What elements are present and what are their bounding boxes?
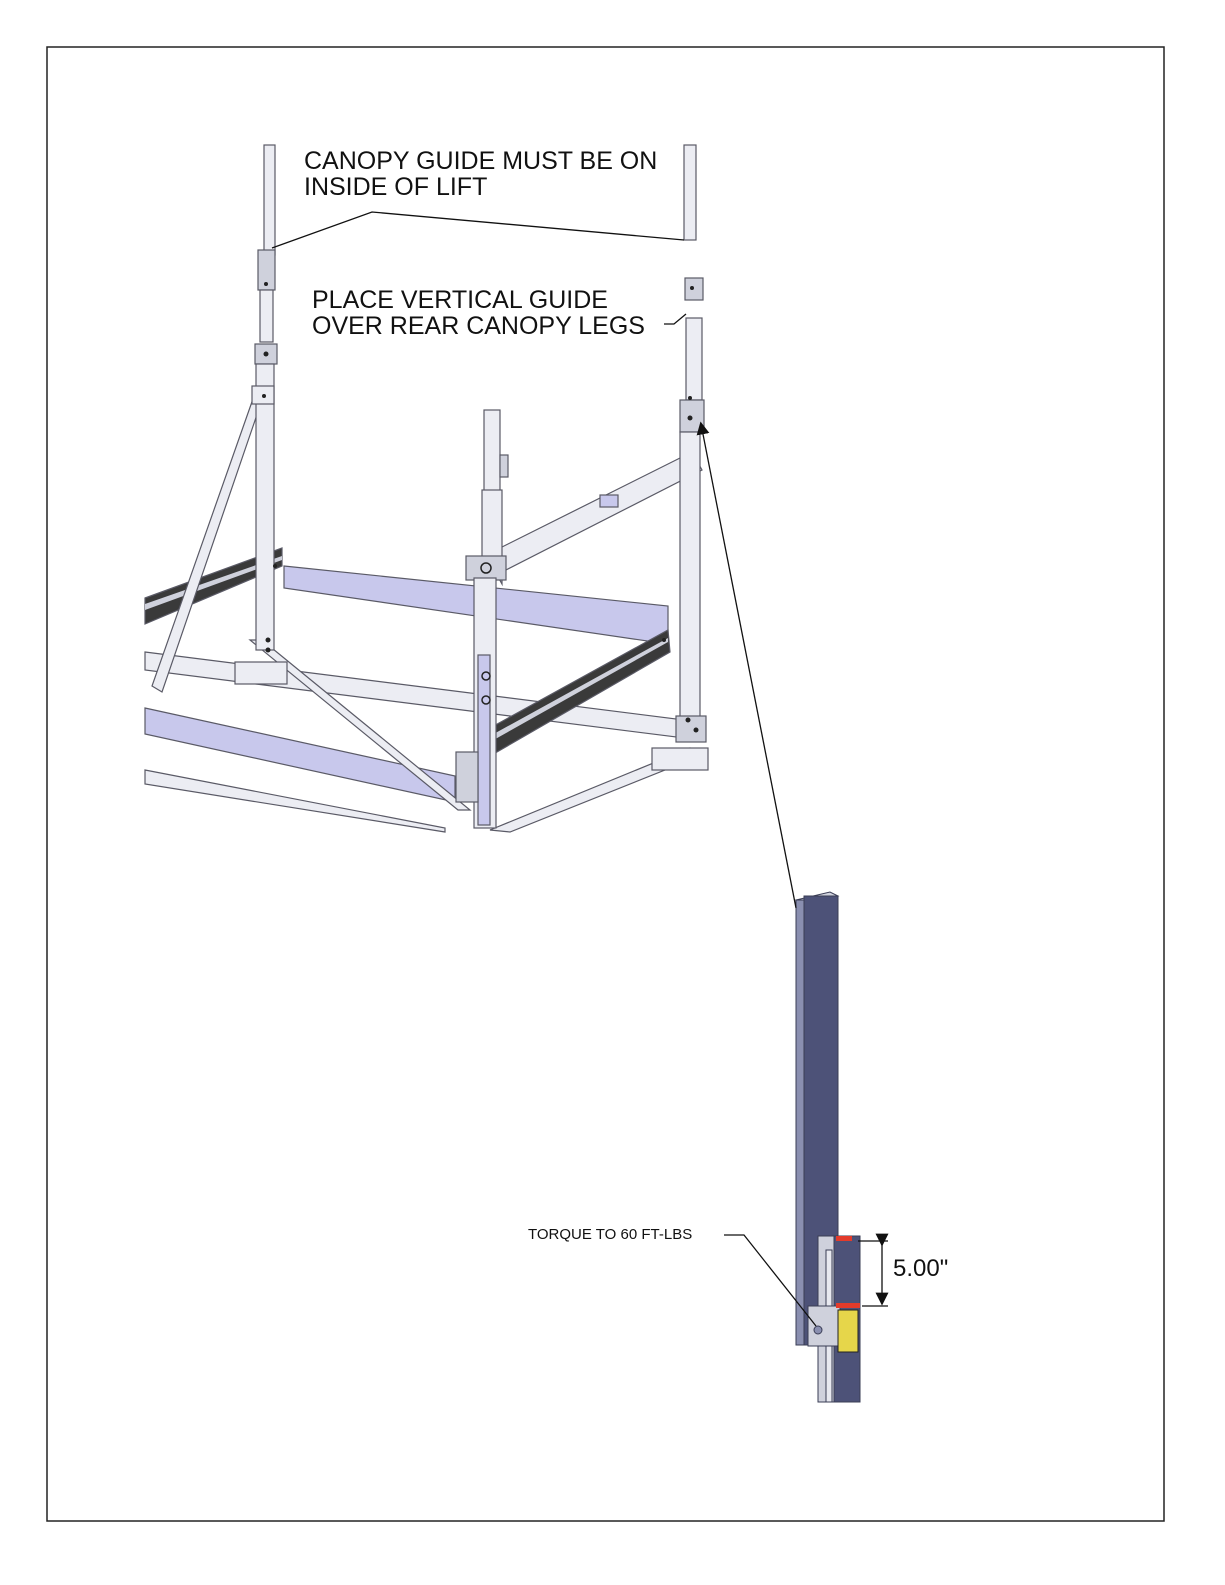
clamp-block xyxy=(808,1306,840,1346)
right-canopy-leg-top xyxy=(684,145,696,240)
center-post-slot xyxy=(478,655,490,825)
lift-frame-illustration xyxy=(145,145,708,832)
right-post-bracket xyxy=(676,716,706,742)
left-post-lower xyxy=(256,364,274,650)
canopy-guide-note-line1: CANOPY GUIDE MUST BE ON xyxy=(304,147,658,175)
pinch-point-label xyxy=(838,1310,858,1352)
red-mark-bottom xyxy=(836,1303,860,1308)
detail-arrow xyxy=(701,424,796,908)
leader-vertical-guide xyxy=(664,314,686,324)
torque-note: TORQUE TO 60 FT-LBS xyxy=(528,1226,693,1243)
dimension-label: 5.00" xyxy=(893,1255,949,1282)
center-post-plate xyxy=(466,556,506,580)
center-post-winch xyxy=(456,752,478,802)
leader-canopy-guide-left xyxy=(272,212,684,248)
right-post-upper xyxy=(686,318,702,400)
center-post-tab xyxy=(500,455,508,477)
red-mark-top xyxy=(836,1236,852,1241)
vertical-guide-note-line2: OVER REAR CANOPY LEGS xyxy=(312,312,645,341)
right-post-lower xyxy=(680,432,700,732)
right-post-clamp xyxy=(680,400,704,432)
top-crossbeam xyxy=(492,452,702,572)
center-post-top xyxy=(484,410,500,492)
vertical-guide-detail xyxy=(796,892,860,1402)
vertical-guide-note xyxy=(312,287,645,340)
left-post-upper xyxy=(260,290,273,342)
crossbeam-label-plate xyxy=(600,495,618,507)
left-diagonal-brace xyxy=(152,396,262,692)
right-canopy-guide xyxy=(685,278,703,300)
right-post-foot xyxy=(652,748,708,770)
canopy-guide-note xyxy=(304,148,657,201)
left-canopy-leg-top xyxy=(264,145,275,255)
torque-bolt xyxy=(814,1326,822,1334)
right-rail xyxy=(490,630,670,756)
left-post-foot xyxy=(235,662,287,684)
vertical-guide-note-line1: PLACE VERTICAL GUIDE xyxy=(312,286,608,314)
canopy-guide-note-line2: INSIDE OF LIFT xyxy=(304,173,488,202)
guide-channel-side xyxy=(796,900,804,1345)
